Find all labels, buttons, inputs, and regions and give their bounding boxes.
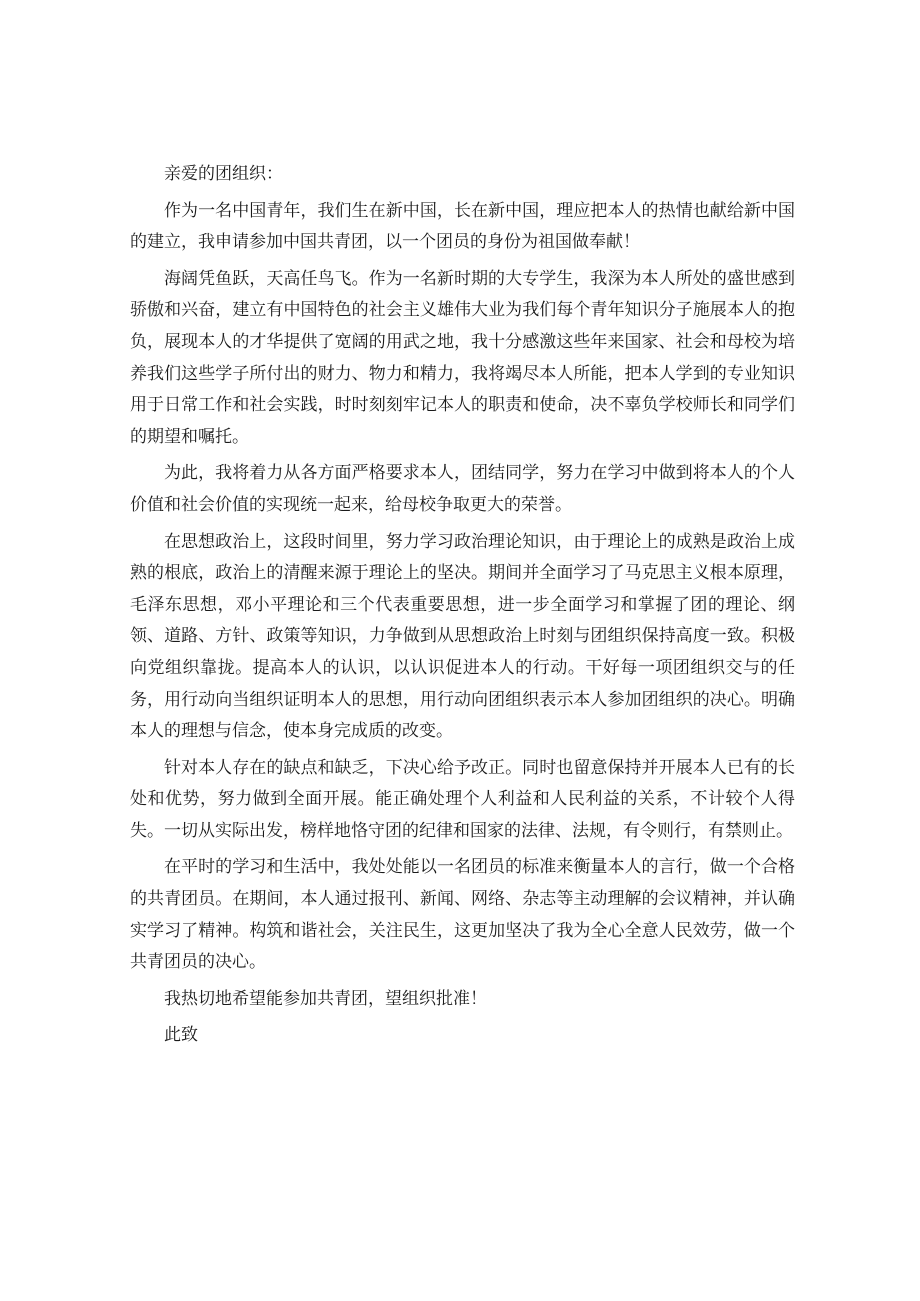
letter-closing: 此致 [164,1025,198,1046]
letter-paragraph-7: 我热切地希望能参加共青团，望组织批准！ [164,988,487,1009]
letter-paragraph-1: 作为一名中国青年，我们生在新中国，长在新中国，理应把本人的热情也献给新中国的建立，我申请参加中国共青团，以一个团员的身份为祖国做奉献！ [130,200,795,253]
letter-paragraph-2: 海阔凭鱼跃，天高任鸟飞。作为一名新时期的大专学生，我深为本人所处的盛世感到骄傲和兴奋，建立有中国特色的社会主义雄伟大业为我们每个青年知识分子施展本人的抱负，展现本人的才华提供了宽阔的用武之地，我十分感激这些年来国家、社会和母校为培养我们这些学子所付出的财力、物力和精力，我将竭尽本人所能，把本人学到的专业知识用于日常工作和社会实践，时时刻刻牢记本人的职责和使命，决不辜负学校师长和同学们的期望和嘱托。 [130,268,795,447]
letter-paragraph-6: 在平时的学习和生活中，我处处能以一名团员的标准来衡量本人的言行，做一个合格的共青团员。在期间，本人通过报刊、新闻、网络、杂志等主动理解的会议精神，并认确实学习了精神。构筑和谐社会，关注民生，这更加坚决了我为全心全意人民效劳，做一个共青团员的决心。 [130,857,795,973]
letter-salutation: 亲爱的团组织： [164,164,283,184]
letter-body [130,159,795,1057]
letter-paragraph-4: 在思想政治上，这段时间里，努力学习政治理论知识，由于理论上的成熟是政治上成熟的根底，政治上的清醒来源于理论上的坚决。期间并全面学习了马克思主义根本原理，毛泽东思想，邓小平理论和三个代表重要思想，进一步全面学习和掌握了团的理论、纲领、道路、方针、政策等知识，力争做到从思想政治上时刻与团组织保持高度一致。积极向党组织靠拢。提高本人的认识，以认识促进本人的行动。干好每一项团组织交与的任务，用行动向当组织证明本人的思想，用行动向团组织表示本人参加团组织的决心。明确本人的理想与信念，使本身完成质的改变。 [130,531,795,742]
letter-paragraph-5: 针对本人存在的缺点和缺乏，下决心给予改正。同时也留意保持并开展本人已有的长处和优势，努力做到全面开展。能正确处理个人利益和人民利益的关系，不计较个人得失。一切从实际出发，榜样地恪守团的纪律和国家的法律、法规，有令则行，有禁则止。 [130,757,795,841]
letter-paragraph-3: 为此，我将着力从各方面严格要求本人，团结同学，努力在学习中做到将本人的个人价值和社会价值的实现统一起来，给母校争取更大的荣誉。 [130,463,795,515]
